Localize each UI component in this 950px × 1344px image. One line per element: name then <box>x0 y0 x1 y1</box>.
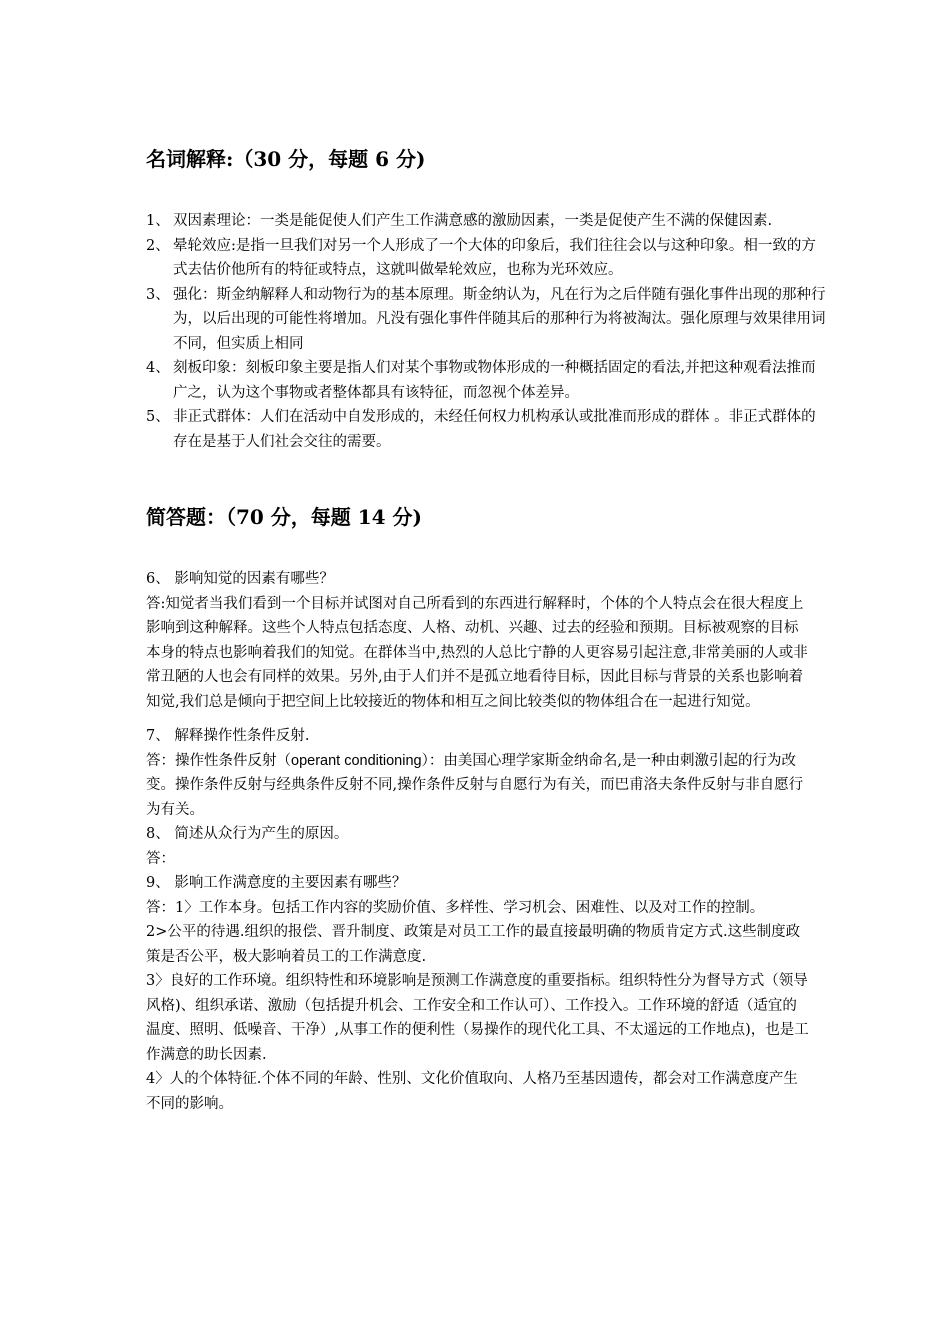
definition-item <box>146 283 826 357</box>
answer-9-point-3: 3〉良好的工作环境。组织特性和环境影响是预测工作满意度的重要指标。组织特性分为督导方式（领导风格)、组织承诺、激励（包括提升机会、工作安全和工作认可）、工作投入。工作环境的舒适（适宜的温度、照明、低噪音、干净）,从事工作的便利性（易操作的现代化工具、不太遥远的工作地点)，也是工作满意的助长因素. <box>146 973 809 1063</box>
item-number: 1、 <box>146 213 170 229</box>
answer-9-point-4: 4〉人的个体特征.个体不同的年龄、性别、文化价值取向、人格乃至基因遗传，都会对工作满意度产生不同的影响。 <box>146 1071 798 1112</box>
definition-item <box>146 356 826 405</box>
definition-text: 非正式群体：人们在活动中自发形成的，未经任何权力机构承认或批准而形成的群体 。非正式群体的存在是基于人们社会交往的需要。 <box>173 409 816 450</box>
answer-7: 答：操作性条件反射（operant conditioning）：由美国心理学家斯金纳命名,是一种由刺激引起的行为改变。操作条件反射与经典条件反射不同,操作条件反射与自愿行为有关，而巴甫洛夫条件反射与非自愿行为有关。 <box>146 752 804 818</box>
question-7: 7、 解释操作性条件反射. <box>146 728 310 744</box>
short-answer-section <box>146 567 811 1116</box>
english-term: operant conditioning <box>291 752 422 769</box>
answer-8: 答： <box>146 850 175 867</box>
section-title-definitions: 名词解释:（30 分，每题 6 分) <box>146 147 426 171</box>
section-title-short-answers: 简答题：（70 分，每题 14 分) <box>146 505 423 529</box>
question-8: 8、 简述从众行为产生的原因。 <box>146 826 349 842</box>
item-number: 3、 <box>146 286 170 303</box>
definitions-list <box>146 209 826 454</box>
definition-item <box>146 234 826 283</box>
question-9: 9、 影响工作满意度的主要因素有哪些？ <box>146 875 407 891</box>
item-number: 5、 <box>146 409 170 425</box>
question-6: 6、 影响知觉的因素有哪些？ <box>146 571 334 587</box>
definition-text: 晕轮效应:是指一旦我们对另一个人形成了一个大体的印象后，我们往往会以与这种印象。相一致的方式去估价他所有的特征或特点，这就叫做晕轮效应，也称为光环效应。 <box>173 237 816 278</box>
answer-9-point-1: 答：1〉工作本身。包括工作内容的奖励价值、多样性、学习机会、困难性、以及对工作的控制。 <box>146 899 765 916</box>
definition-text: 双因素理论：一类是能促使人们产生工作满意感的激励因素，一类是促使产生不满的保健因素. <box>173 213 773 229</box>
definition-item <box>146 209 826 234</box>
answer-9-point-2: 2>公平的待遇.组织的报偿、晋升制度、政策是对员工工作的最直接最明确的物质肯定方式.这些制度政策是否公平，极大影响着员工的工作满意度. <box>146 924 801 965</box>
definition-text: 强化：斯金纳解释人和动物行为的基本原理。斯金纳认为，凡在行为之后伴随有强化事件出现的那种行为，以后出现的可能性将增加。凡没有强化事件伴随其后的那种行为将被淘汰。强化原理与效果律用词不同，但实质上相同 <box>173 286 826 352</box>
item-number: 2、 <box>146 237 170 254</box>
definition-text: 刻板印象：刻板印象主要是指人们对某个事物或物体形成的一种概括固定的看法,并把这种观看法推而广之，认为这个事物或者整体都具有该特征，而忽视个体差异。 <box>173 360 816 401</box>
item-number: 4、 <box>146 360 170 376</box>
definition-item <box>146 405 826 454</box>
answer-6: 答:知觉者当我们看到一个目标并试图对自己所看到的东西进行解释时，个体的个人特点会在很大程度上影响到这种解释。这些个人特点包括态度、人格、动机、兴趣、过去的经验和预期。目标被观察的目标本身的特点也影响着我们的知觉。在群体当中,热烈的人总比宁静的人更容易引起注意,非常美丽的人或非常丑陋的人也会有同样的效果。另外,由于人们并不是孤立地看待目标，因此目标与背景的关系也影响着知觉,我们总是倾向于把空间上比较接近的物体和相互之间比较类似的物体组合在一起进行知觉。 <box>146 595 808 710</box>
